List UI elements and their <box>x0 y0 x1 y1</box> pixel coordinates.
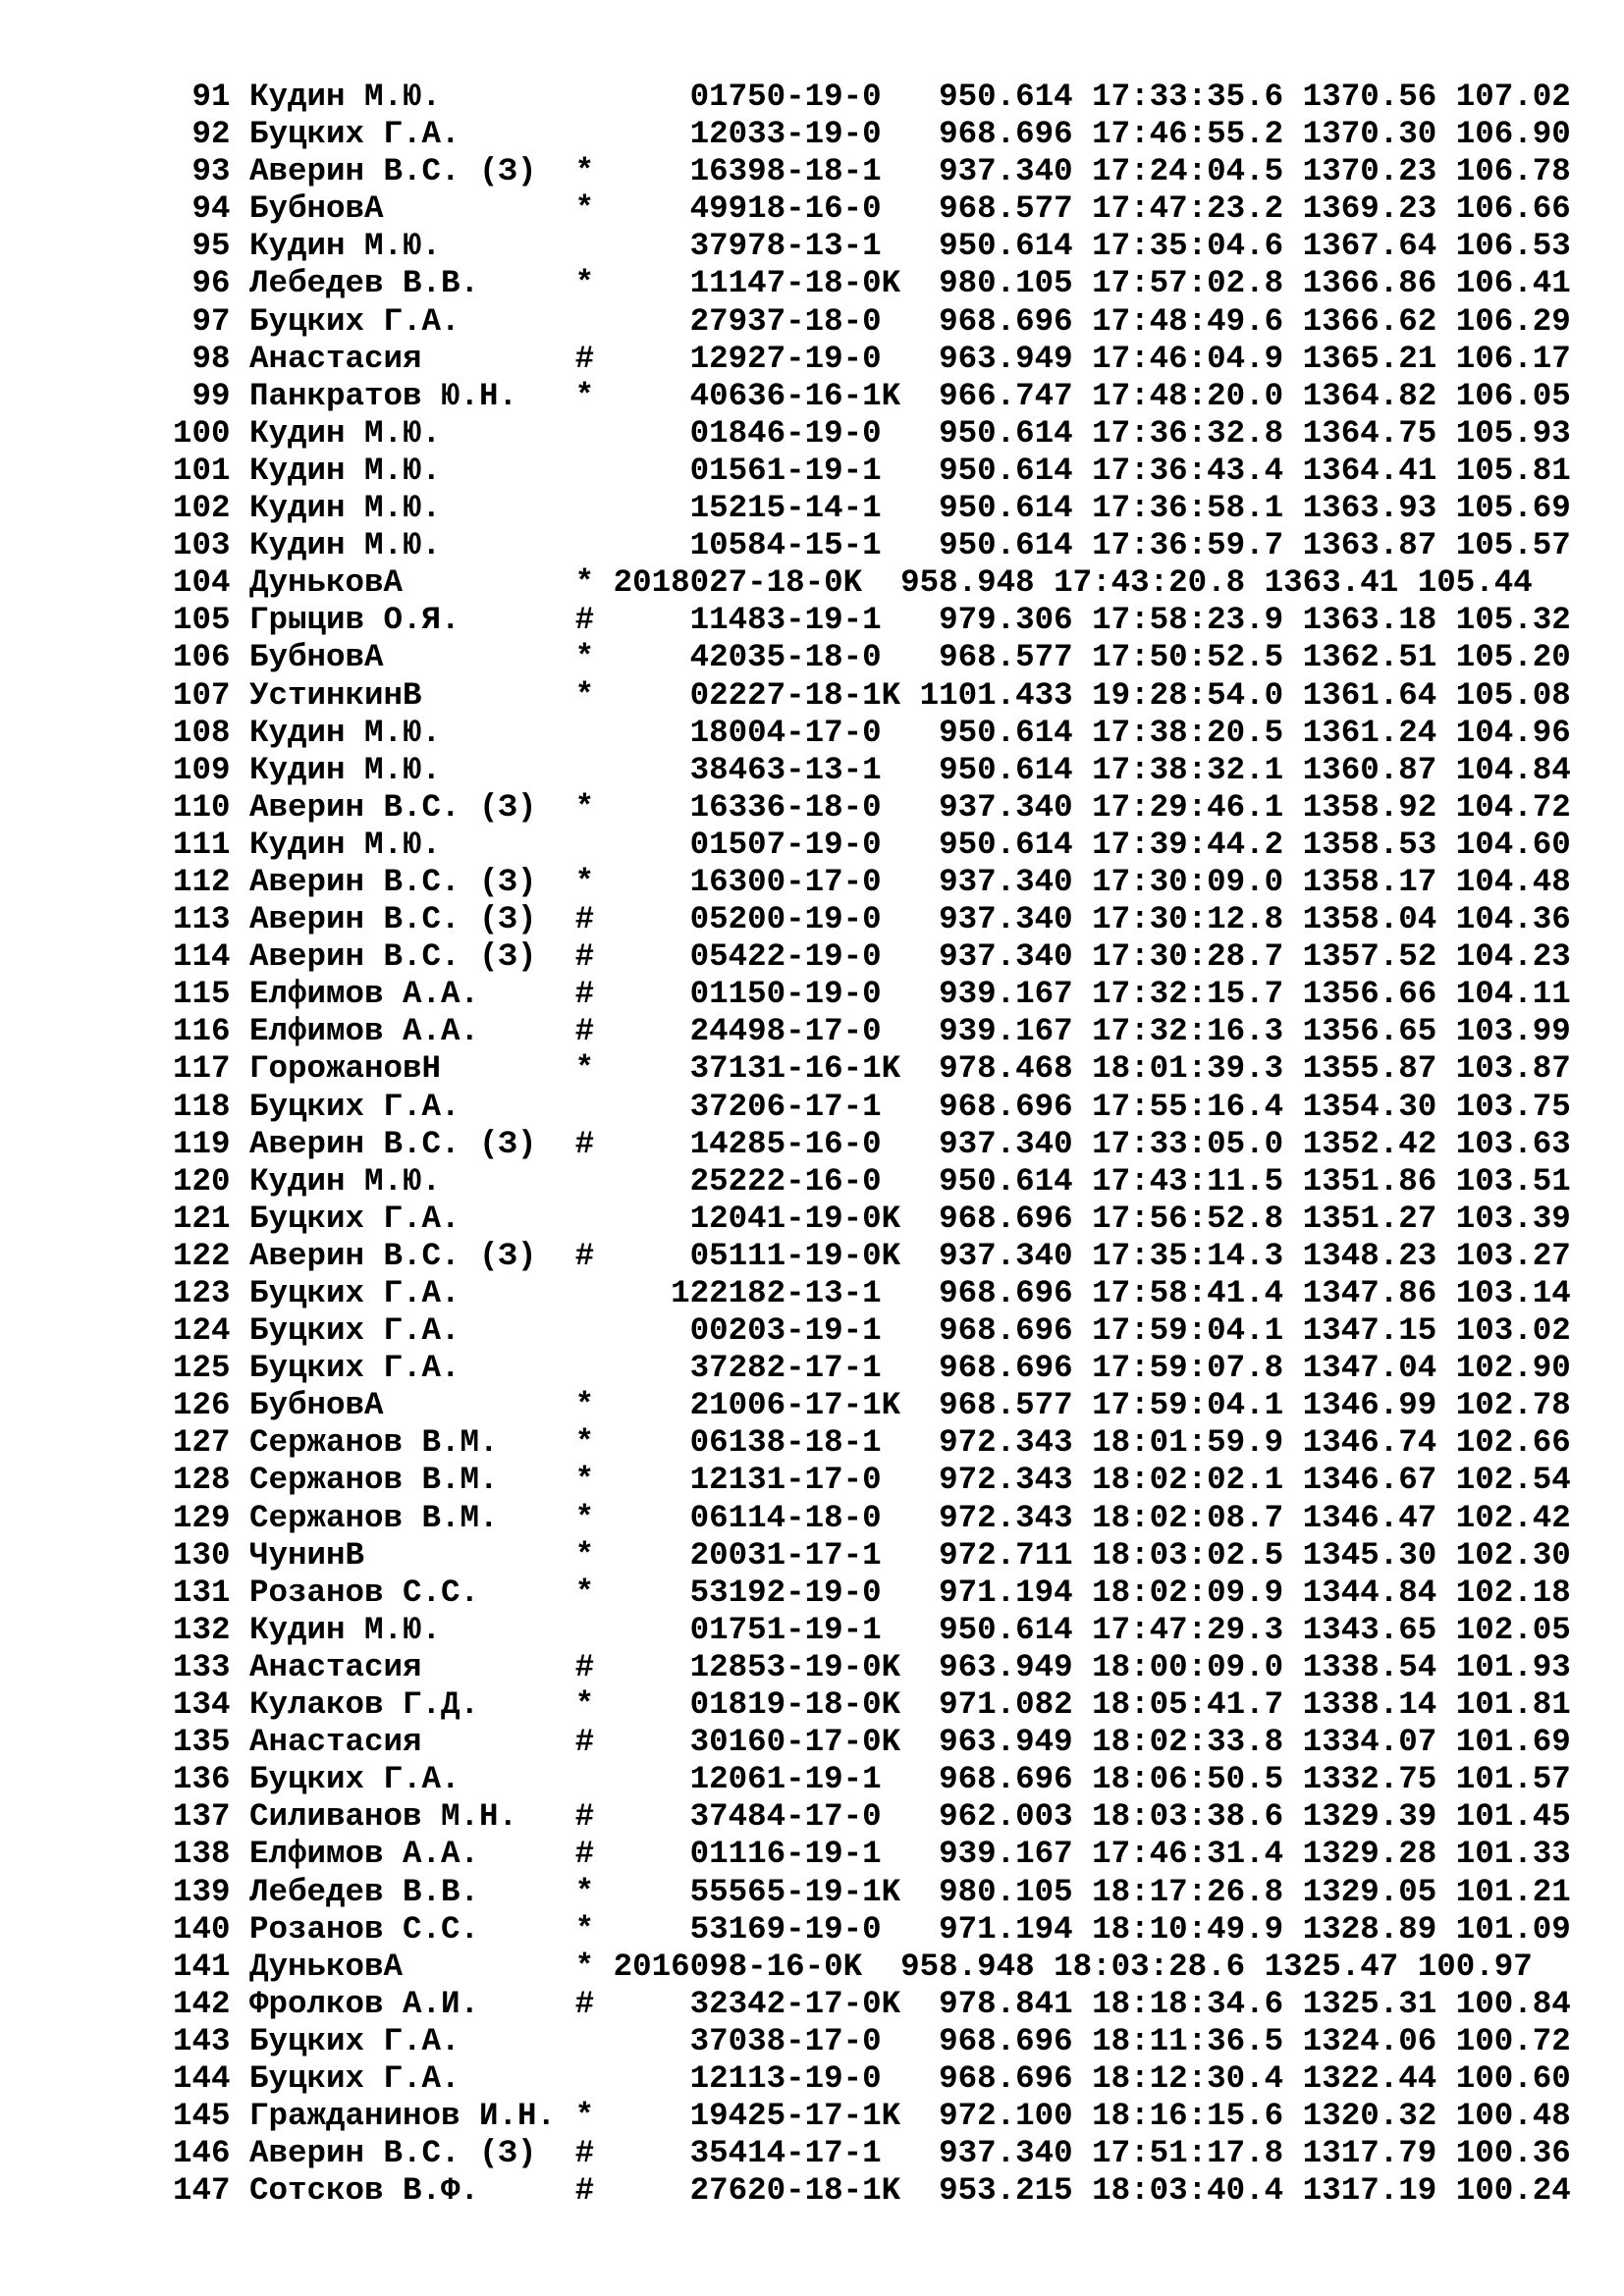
result-row: 132 Кудин М.Ю. 01751-19-1 950.614 17:47:29.3 1343.65 102.05 <box>173 1611 1571 1648</box>
result-row: 142 Фролков А.И. # 32342-17-0K 978.841 18:18:34.6 1325.31 100.84 <box>173 1985 1571 2022</box>
result-row: 99 Панкратов Ю.Н. * 40636-16-1K 966.747 17:48:20.0 1364.82 106.05 <box>173 377 1571 414</box>
result-row: 126 БубновА * 21006-17-1K 968.577 17:59:04.1 1346.99 102.78 <box>173 1387 1571 1424</box>
result-row: 115 Елфимов А.А. # 01150-19-0 939.167 17:32:15.7 1356.66 104.11 <box>173 976 1571 1013</box>
result-row: 94 БубновА * 49918-16-0 968.577 17:47:23.2 1369.23 106.66 <box>173 190 1571 228</box>
result-row: 92 Буцких Г.А. 12033-19-0 968.696 17:46:55.2 1370.30 106.90 <box>173 116 1571 153</box>
result-row: 108 Кудин М.Ю. 18004-17-0 950.614 17:38:20.5 1361.24 104.96 <box>173 714 1571 751</box>
result-row: 145 Гражданинов И.Н. * 19425-17-1K 972.100 18:16:15.6 1320.32 100.48 <box>173 2098 1571 2135</box>
result-row: 93 Аверин В.С. (З) * 16398-18-1 937.340 17:24:04.5 1370.23 106.78 <box>173 153 1571 190</box>
result-row: 143 Буцких Г.А. 37038-17-0 968.696 18:11:36.5 1324.06 100.72 <box>173 2022 1571 2059</box>
results-table <box>173 79 1571 2210</box>
result-row: 100 Кудин М.Ю. 01846-19-0 950.614 17:36:32.8 1364.75 105.93 <box>173 414 1571 452</box>
result-row: 136 Буцких Г.А. 12061-19-1 968.696 18:06:50.5 1332.75 101.57 <box>173 1761 1571 1798</box>
result-row: 96 Лебедев В.В. * 11147-18-0K 980.105 17:57:02.8 1366.86 106.41 <box>173 265 1571 302</box>
result-row: 135 Анастасия # 30160-17-0K 963.949 18:02:33.8 1334.07 101.69 <box>173 1724 1571 1761</box>
result-row: 105 Грыцив О.Я. # 11483-19-1 979.306 17:58:23.9 1363.18 105.32 <box>173 602 1571 639</box>
result-row: 122 Аверин В.С. (З) # 05111-19-0K 937.340 17:35:14.3 1348.23 103.27 <box>173 1237 1571 1274</box>
result-row: 91 Кудин М.Ю. 01750-19-0 950.614 17:33:35.6 1370.56 107.02 <box>173 79 1571 115</box>
result-row: 98 Анастасия # 12927-19-0 963.949 17:46:04.9 1365.21 106.17 <box>173 340 1571 377</box>
result-row: 129 Сержанов В.М. * 06114-18-0 972.343 18:02:08.7 1346.47 102.42 <box>173 1499 1571 1536</box>
result-row: 139 Лебедев В.В. * 55565-19-1K 980.105 18:17:26.8 1329.05 101.21 <box>173 1873 1571 1910</box>
result-row: 102 Кудин М.Ю. 15215-14-1 950.614 17:36:58.1 1363.93 105.69 <box>173 490 1571 527</box>
result-row: 110 Аверин В.С. (З) * 16336-18-0 937.340 17:29:46.1 1358.92 104.72 <box>173 788 1571 826</box>
result-row: 138 Елфимов А.А. # 01116-19-1 939.167 17:46:31.4 1329.28 101.33 <box>173 1836 1571 1873</box>
result-row: 121 Буцких Г.А. 12041-19-0K 968.696 17:56:52.8 1351.27 103.39 <box>173 1200 1571 1237</box>
result-row: 113 Аверин В.С. (З) # 05200-19-0 937.340 17:30:12.8 1358.04 104.36 <box>173 901 1571 938</box>
result-row: 127 Сержанов В.М. * 06138-18-1 972.343 18:01:59.9 1346.74 102.66 <box>173 1424 1571 1462</box>
result-row: 112 Аверин В.С. (З) * 16300-17-0 937.340 17:30:09.0 1358.17 104.48 <box>173 863 1571 900</box>
result-row: 128 Сержанов В.М. * 12131-17-0 972.343 18:02:02.1 1346.67 102.54 <box>173 1462 1571 1499</box>
result-row: 147 Сотсков В.Ф. # 27620-18-1K 953.215 18:03:40.4 1317.19 100.24 <box>173 2172 1571 2210</box>
result-row: 106 БубновА * 42035-18-0 968.577 17:50:52.5 1362.51 105.20 <box>173 639 1571 676</box>
result-row: 140 Розанов С.С. * 53169-19-0 971.194 18:10:49.9 1328.89 101.09 <box>173 1910 1571 1948</box>
result-row: 117 ГорожановН * 37131-16-1K 978.468 18:01:39.3 1355.87 103.87 <box>173 1050 1571 1088</box>
result-row: 130 ЧунинВ * 20031-17-1 972.711 18:03:02.5 1345.30 102.30 <box>173 1536 1571 1574</box>
result-row: 133 Анастасия # 12853-19-0K 963.949 18:00:09.0 1338.54 101.93 <box>173 1648 1571 1685</box>
result-row: 97 Буцких Г.А. 27937-18-0 968.696 17:48:49.6 1366.62 106.29 <box>173 302 1571 340</box>
result-row: 137 Силиванов М.Н. # 37484-17-0 962.003 18:03:38.6 1329.39 101.45 <box>173 1798 1571 1836</box>
result-row: 103 Кудин М.Ю. 10584-15-1 950.614 17:36:59.7 1363.87 105.57 <box>173 527 1571 564</box>
result-row: 131 Розанов С.С. * 53192-19-0 971.194 18:02:09.9 1344.84 102.18 <box>173 1574 1571 1611</box>
result-row: 118 Буцких Г.А. 37206-17-1 968.696 17:55:16.4 1354.30 103.75 <box>173 1088 1571 1125</box>
result-row: 116 Елфимов А.А. # 24498-17-0 939.167 17:32:16.3 1356.65 103.99 <box>173 1013 1571 1050</box>
result-row: 104 ДуньковА * 2018027-18-0K 958.948 17:43:20.8 1363.41 105.44 <box>173 564 1533 602</box>
result-row: 134 Кулаков Г.Д. * 01819-18-0K 971.082 18:05:41.7 1338.14 101.81 <box>173 1686 1571 1724</box>
result-row: 141 ДуньковА * 2016098-16-0K 958.948 18:03:28.6 1325.47 100.97 <box>173 1948 1533 1985</box>
result-row: 146 Аверин В.С. (З) # 35414-17-1 937.340 17:51:17.8 1317.79 100.36 <box>173 2135 1571 2172</box>
result-row: 124 Буцких Г.А. 00203-19-1 968.696 17:59:04.1 1347.15 103.02 <box>173 1312 1571 1350</box>
result-row: 120 Кудин М.Ю. 25222-16-0 950.614 17:43:11.5 1351.86 103.51 <box>173 1162 1571 1200</box>
result-row: 114 Аверин В.С. (З) # 05422-19-0 937.340 17:30:28.7 1357.52 104.23 <box>173 938 1571 976</box>
result-row: 111 Кудин М.Ю. 01507-19-0 950.614 17:39:44.2 1358.53 104.60 <box>173 826 1571 863</box>
result-row: 109 Кудин М.Ю. 38463-13-1 950.614 17:38:32.1 1360.87 104.84 <box>173 751 1571 788</box>
result-row: 95 Кудин М.Ю. 37978-13-1 950.614 17:35:04.6 1367.64 106.53 <box>173 228 1571 265</box>
result-row: 119 Аверин В.С. (З) # 14285-16-0 937.340 17:33:05.0 1352.42 103.63 <box>173 1125 1571 1162</box>
result-row: 144 Буцких Г.А. 12113-19-0 968.696 18:12:30.4 1322.44 100.60 <box>173 2059 1571 2097</box>
result-row: 101 Кудин М.Ю. 01561-19-1 950.614 17:36:43.4 1364.41 105.81 <box>173 452 1571 489</box>
result-row: 125 Буцких Г.А. 37282-17-1 968.696 17:59:07.8 1347.04 102.90 <box>173 1350 1571 1387</box>
result-row: 107 УстинкинВ * 02227-18-1K 1101.433 19:28:54.0 1361.64 105.08 <box>173 676 1571 714</box>
result-row: 123 Буцких Г.А. 122182-13-1 968.696 17:58:41.4 1347.86 103.14 <box>173 1275 1571 1311</box>
